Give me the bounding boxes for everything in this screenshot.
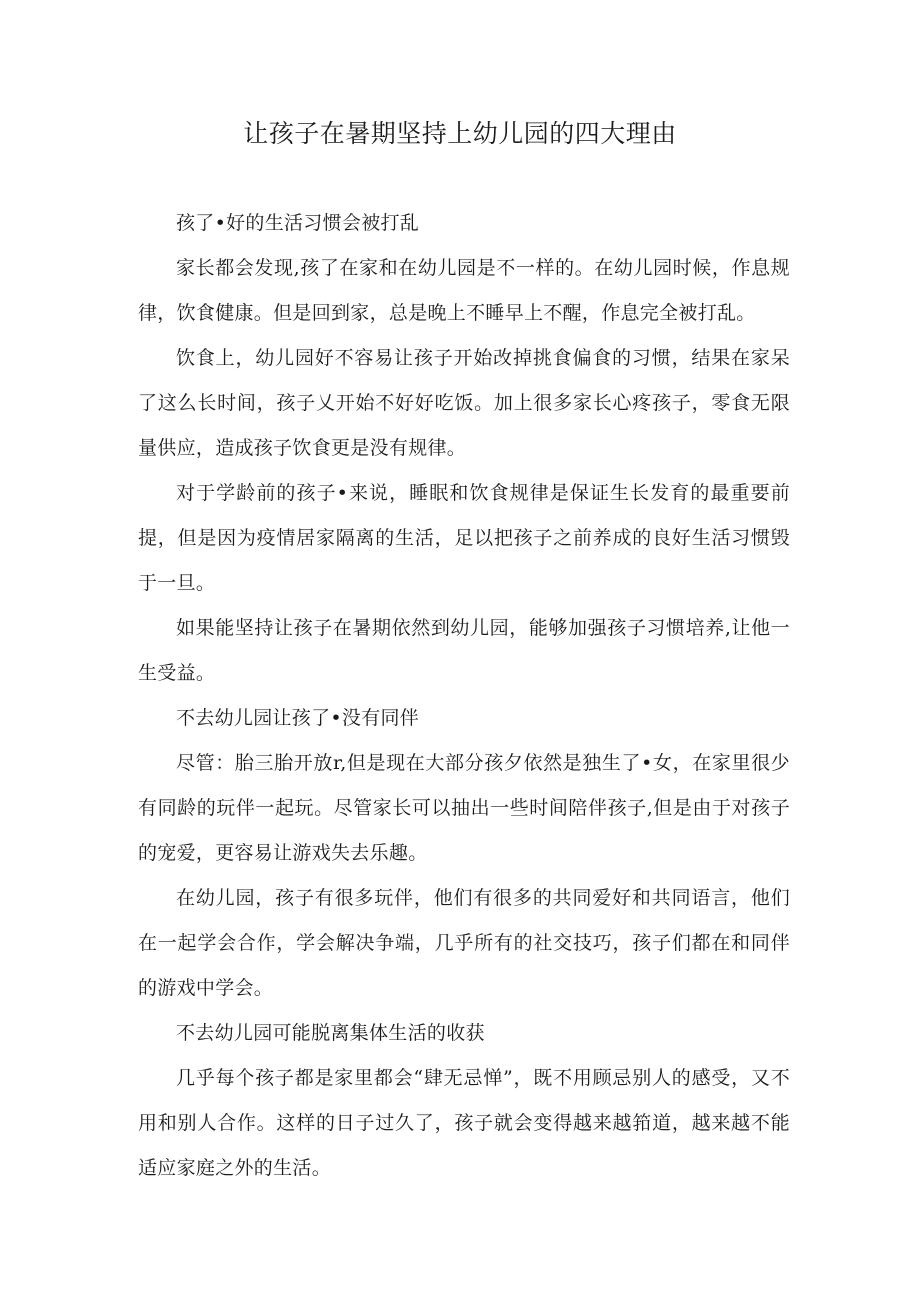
document-body: [138, 201, 790, 1191]
document-title: 让孩子在暑期坚持上幼儿园的四大理由: [243, 119, 677, 148]
section-heading: 不去幼儿园让孩了•没有同伴: [176, 707, 420, 729]
paragraph: 对于学龄前的孩子•来说，睡眠和饮食规律是保证生长发育的最重要前提，但是因为疫情居家隔离的生活，足以把孩子之前养成的良好生活习惯毁于一旦。: [138, 482, 790, 594]
paragraph: 饮食上，幼儿园好不容易让孩子开始改掉挑食偏食的习惯，结果在家呆了这么长时间，孩子乂开始不好好吃饭。加上很多家长心疼孩子，零食无限量供应，造成孩子饮食更是没有规律。: [138, 347, 790, 459]
paragraph: 尽管：胎三胎开放r,但是现在大部分孩夕依然是独生了•女，在家里很少有同龄的玩伴一起玩。尽管家长可以抽出一些时间陪伴孩子,但是由于对孩子的宠爱，更容易让游戏失去乐趣。: [138, 752, 790, 864]
section-heading: 不去幼儿园可能脱离集体生活的收获: [176, 1022, 485, 1044]
paragraph: 家长都会发现,孩了在家和在幼儿园是不一样的。在幼儿园时候，作息规律，饮食健康。但是回到家，总是晚上不睡早上不醒，作息完全被打乱。: [138, 257, 790, 324]
section-heading: 孩了•好的生活习惯会被打乱: [176, 212, 420, 234]
paragraph: 在幼儿园，孩子有很多玩伴，他们有很多的共同爱好和共同语言，他们在一起学会合作，学会解决争端，几乎所有的社交技巧，孩子们都在和同伴的游戏中学会。: [138, 887, 790, 999]
paragraph: 几乎每个孩子都是家里都会“肆无忌惮”，既不用顾忌别人的感受，又不用和别人合作。这样的日子过久了，孩子就会变得越来越筘道，越来越不能适应家庭之外的生活。: [138, 1067, 790, 1179]
paragraph: 如果能坚持让孩子在暑期依然到幼儿园，能够加强孩子习惯培养,让他一生受益。: [138, 617, 790, 684]
